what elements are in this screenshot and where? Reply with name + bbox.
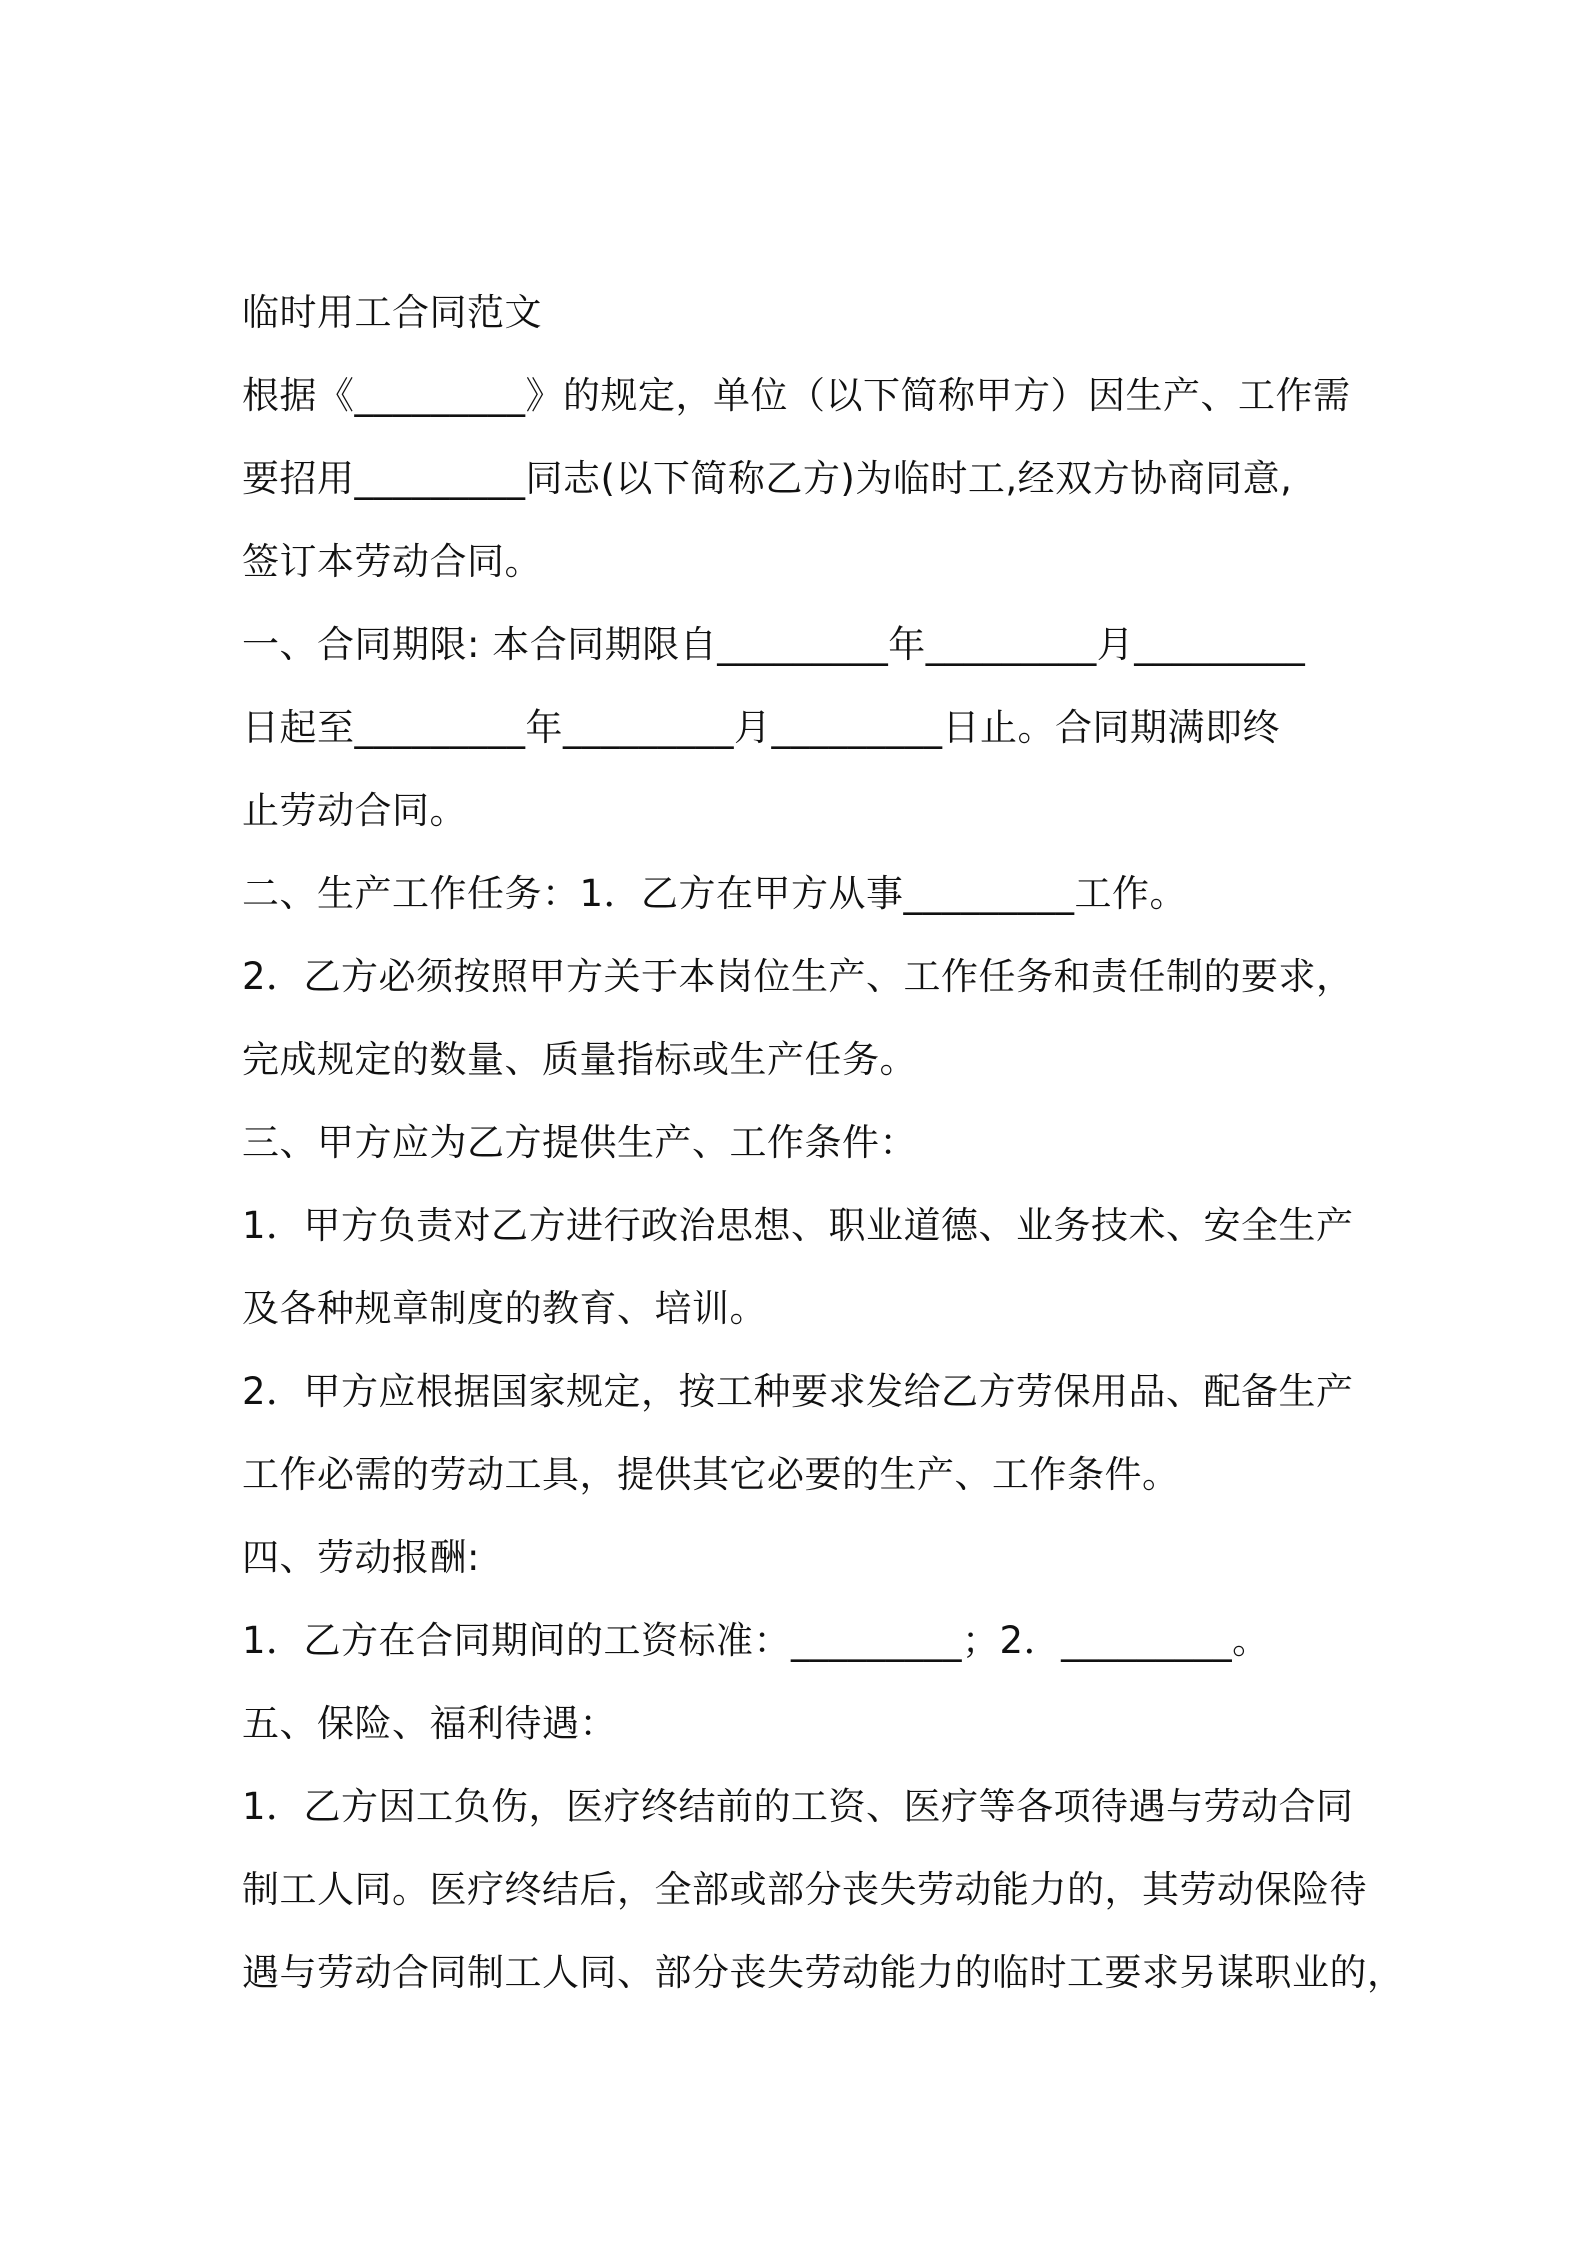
text-line: 1．乙方因工负伤，医疗终结前的工资、医疗等各项待遇与劳动合同 — [242, 1785, 1354, 1828]
text-line: 五、保险、福利待遇： — [242, 1702, 617, 1745]
text-line: 1．乙方在合同期间的工资标准：_________；2．_________。 — [242, 1619, 1270, 1662]
text-line: 2．甲方应根据国家规定，按工种要求发给乙方劳保用品、配备生产 — [242, 1370, 1354, 1413]
text-line: 签订本劳动合同。 — [242, 540, 542, 583]
text-line: 遇与劳动合同制工人同、部分丧失劳动能力的临时工要求另谋职业的， — [242, 1951, 1405, 1994]
text-line: 完成规定的数量、质量指标或生产任务。 — [242, 1038, 917, 1081]
document-title: 临时用工合同范文 — [242, 291, 542, 334]
text-line: 及各种规章制度的教育、培训。 — [242, 1287, 767, 1330]
text-line: 三、甲方应为乙方提供生产、工作条件： — [242, 1121, 917, 1164]
text-line: 根据《_________》的规定，单位（以下简称甲方）因生产、工作需 — [242, 374, 1351, 417]
text-line: 要招用_________同志(以下简称乙方)为临时工,经双方协商同意, — [242, 457, 1293, 500]
text-line: 一、合同期限: 本合同期限自_________年_________月_________ — [242, 623, 1306, 666]
text-line: 2．乙方必须按照甲方关于本岗位生产、工作任务和责任制的要求， — [242, 955, 1354, 998]
text-line: 二、生产工作任务：1．乙方在甲方从事_________工作。 — [242, 872, 1188, 915]
text-line: 四、劳动报酬: — [242, 1536, 480, 1579]
text-line: 制工人同。医疗终结后，全部或部分丧失劳动能力的，其劳动保险待 — [242, 1868, 1367, 1911]
text-line: 1．甲方负责对乙方进行政治思想、职业道德、业务技术、安全生产 — [242, 1204, 1354, 1247]
text-line: 止劳动合同。 — [242, 789, 467, 832]
text-line: 日起至_________年_________月_________日止。合同期满即终 — [242, 706, 1280, 749]
text-line: 工作必需的劳动工具，提供其它必要的生产、工作条件。 — [242, 1453, 1180, 1496]
